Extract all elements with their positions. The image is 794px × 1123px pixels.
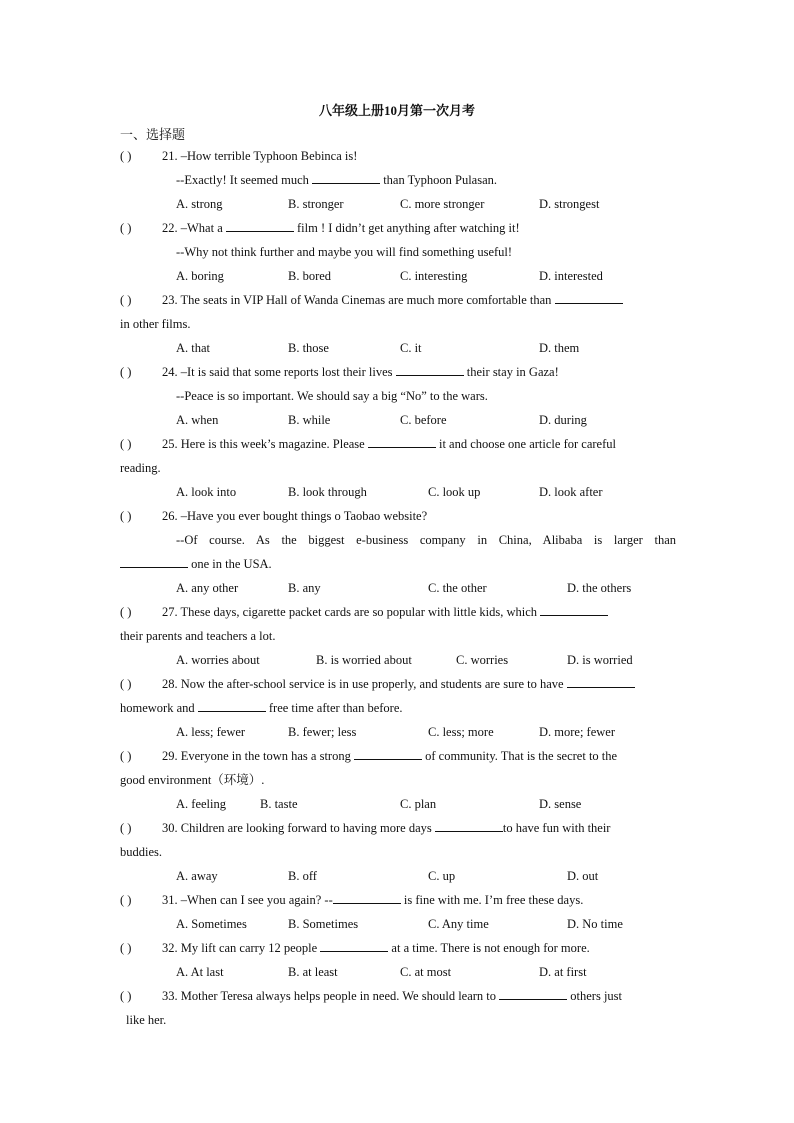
option-b[interactable]: B. those	[288, 341, 329, 355]
question-32	[120, 936, 676, 984]
option-a[interactable]: A. strong	[176, 197, 223, 211]
option-d[interactable]: D. during	[539, 413, 587, 427]
answer-blank[interactable]	[368, 435, 436, 448]
question-text: than Typhoon Pulasan.	[383, 173, 498, 187]
answer-blank[interactable]	[320, 939, 388, 952]
answer-paren[interactable]: ( )	[120, 989, 132, 1003]
answer-paren[interactable]: ( )	[120, 221, 132, 235]
option-a[interactable]: A. that	[176, 341, 211, 355]
question-text: film ! I didn’t get anything after watching it!	[297, 221, 520, 235]
question-list	[120, 144, 676, 1032]
option-d[interactable]: D. is worried	[567, 653, 633, 667]
answer-blank[interactable]	[226, 219, 294, 232]
question-23	[120, 288, 676, 360]
answer-blank[interactable]	[312, 171, 380, 184]
option-a[interactable]: A. worries about	[176, 653, 260, 667]
option-a[interactable]: A. when	[176, 413, 219, 427]
answer-paren[interactable]: ( )	[120, 893, 132, 907]
answer-blank[interactable]	[499, 987, 567, 1000]
option-c[interactable]: C. less; more	[428, 725, 494, 739]
question-text: it and choose one article for careful	[438, 437, 616, 451]
question-28	[120, 672, 676, 744]
option-c[interactable]: C. plan	[400, 797, 437, 811]
question-number: 24.	[162, 365, 178, 379]
question-number: 27.	[162, 605, 178, 619]
question-number: 31.	[162, 893, 178, 907]
question-text: The seats in VIP Hall of Wanda Cinemas are much more comfortable than	[180, 293, 552, 307]
question-text: is fine with me. I’m free these days.	[403, 893, 584, 907]
option-b[interactable]: B. look through	[288, 485, 367, 499]
answer-paren[interactable]: ( )	[120, 677, 132, 691]
option-d[interactable]: D. strongest	[539, 197, 600, 211]
option-c[interactable]: C. it	[400, 341, 422, 355]
option-a[interactable]: A. any other	[176, 581, 239, 595]
question-text: one in the USA.	[191, 557, 272, 571]
question-24	[120, 360, 676, 432]
option-c[interactable]: C. worries	[456, 653, 509, 667]
question-text: These days, cigarette packet cards are so popular with little kids, which	[180, 605, 538, 619]
answer-blank[interactable]	[333, 891, 401, 904]
option-b[interactable]: B. at least	[288, 965, 338, 979]
question-text: –When can I see you again? --	[180, 893, 333, 907]
answer-paren[interactable]: ( )	[120, 293, 132, 307]
option-d[interactable]: D. look after	[539, 485, 603, 499]
question-text: to have fun with their	[502, 821, 611, 835]
option-c[interactable]: C. Any time	[428, 917, 489, 931]
question-text: Children are looking forward to having more days	[180, 821, 432, 835]
option-a[interactable]: A. away	[176, 869, 218, 883]
question-30	[120, 816, 676, 888]
option-d[interactable]: D. more; fewer	[539, 725, 616, 739]
question-29	[120, 744, 676, 816]
option-d[interactable]: D. No time	[567, 917, 623, 931]
question-25	[120, 432, 676, 504]
option-b[interactable]: B. any	[288, 581, 321, 595]
question-number: 25.	[162, 437, 178, 451]
answer-paren[interactable]: ( )	[120, 605, 132, 619]
question-text: –What a	[180, 221, 223, 235]
option-b[interactable]: B. off	[288, 869, 317, 883]
option-b[interactable]: B. bored	[288, 269, 332, 283]
answer-blank[interactable]	[354, 747, 422, 760]
answer-blank[interactable]	[396, 363, 464, 376]
question-31	[120, 888, 676, 936]
option-b[interactable]: B. fewer; less	[288, 725, 357, 739]
question-text: of community. That is the secret to the	[425, 749, 618, 763]
option-d[interactable]: D. sense	[539, 797, 582, 811]
page-title: 八年级上册10月第一次月考	[318, 103, 475, 118]
question-26	[120, 504, 676, 600]
option-a[interactable]: A. Sometimes	[176, 917, 247, 931]
option-b[interactable]: B. is worried about	[316, 653, 412, 667]
option-d[interactable]: D. at first	[539, 965, 587, 979]
question-number: 29.	[162, 749, 178, 763]
option-b[interactable]: B. stronger	[288, 197, 344, 211]
option-c[interactable]: C. look up	[428, 485, 481, 499]
question-text: –Have you ever bought things o Taobao website?	[180, 509, 428, 523]
question-text: their stay in Gaza!	[466, 365, 559, 379]
option-b[interactable]: B. while	[288, 413, 331, 427]
answer-blank[interactable]	[435, 819, 503, 832]
question-text: Here is this week’s magazine. Please	[180, 437, 365, 451]
question-33	[120, 984, 676, 1032]
question-number: 26.	[162, 509, 178, 523]
question-number: 28.	[162, 677, 178, 691]
question-text: buddies.	[120, 845, 163, 859]
question-text: free time after than before.	[268, 701, 403, 715]
question-text: --Peace is so important. We should say a big “No” to the wars.	[176, 389, 488, 403]
question-number: 30.	[162, 821, 178, 835]
answer-paren[interactable]: ( )	[120, 749, 132, 763]
question-text: in other films.	[120, 317, 191, 331]
question-text: Now the after-school service is in use properly, and students are sure to have	[180, 677, 564, 691]
question-text: like her.	[126, 1013, 167, 1027]
question-number: 32.	[162, 941, 178, 955]
question-text: My lift can carry 12 people	[180, 941, 318, 955]
answer-paren[interactable]: ( )	[120, 149, 132, 163]
option-a[interactable]: A. boring	[176, 269, 224, 283]
question-number: 23.	[162, 293, 178, 307]
option-d[interactable]: D. the others	[567, 581, 632, 595]
question-text: reading.	[120, 461, 161, 475]
question-text: good environment（环境）.	[120, 773, 265, 787]
option-c[interactable]: C. up	[428, 869, 456, 883]
option-a[interactable]: A. less; fewer	[176, 725, 246, 739]
question-text: --Of course. As the biggest e-business company in China, Alibaba is larger than	[176, 533, 676, 547]
question-text: Everyone in the town has a strong	[180, 749, 351, 763]
answer-blank[interactable]	[567, 675, 635, 688]
question-text: --Why not think further and maybe you will find something useful!	[176, 245, 513, 259]
question-text: –It is said that some reports lost their lives	[180, 365, 393, 379]
answer-paren[interactable]: ( )	[120, 437, 132, 451]
question-text: --Exactly! It seemed much	[176, 173, 309, 187]
question-text: others just	[570, 989, 623, 1003]
option-c[interactable]: C. before	[400, 413, 447, 427]
option-b[interactable]: B. Sometimes	[288, 917, 359, 931]
answer-blank[interactable]	[555, 291, 623, 304]
question-text: –How terrible Typhoon Bebinca is!	[180, 149, 358, 163]
answer-paren[interactable]: ( )	[120, 365, 132, 379]
question-text: Mother Teresa always helps people in need. We should learn to	[180, 989, 497, 1003]
section-heading: 一、选择题	[120, 127, 186, 142]
option-d[interactable]: D. interested	[539, 269, 603, 283]
option-c[interactable]: C. the other	[428, 581, 487, 595]
answer-blank[interactable]	[120, 555, 188, 568]
option-b[interactable]: B. taste	[260, 797, 298, 811]
question-text: their parents and teachers a lot.	[120, 629, 276, 643]
option-c[interactable]: C. at most	[400, 965, 452, 979]
question-number: 21.	[162, 149, 178, 163]
question-number: 22.	[162, 221, 178, 235]
option-c[interactable]: C. more stronger	[400, 197, 485, 211]
option-d[interactable]: D. them	[539, 341, 580, 355]
question-22	[120, 216, 676, 288]
question-number: 33.	[162, 989, 178, 1003]
option-a[interactable]: A. At last	[176, 965, 224, 979]
option-c[interactable]: C. interesting	[400, 269, 468, 283]
answer-blank[interactable]	[198, 699, 266, 712]
answer-paren[interactable]: ( )	[120, 941, 132, 955]
question-text: homework and	[120, 701, 195, 715]
option-a[interactable]: A. look into	[176, 485, 237, 499]
option-a[interactable]: A. feeling	[176, 797, 226, 811]
question-21	[120, 144, 676, 216]
answer-paren[interactable]: ( )	[120, 821, 132, 835]
answer-paren[interactable]: ( )	[120, 509, 132, 523]
question-27	[120, 600, 676, 672]
option-d[interactable]: D. out	[567, 869, 599, 883]
answer-blank[interactable]	[540, 603, 608, 616]
question-text: at a time. There is not enough for more.	[391, 941, 590, 955]
